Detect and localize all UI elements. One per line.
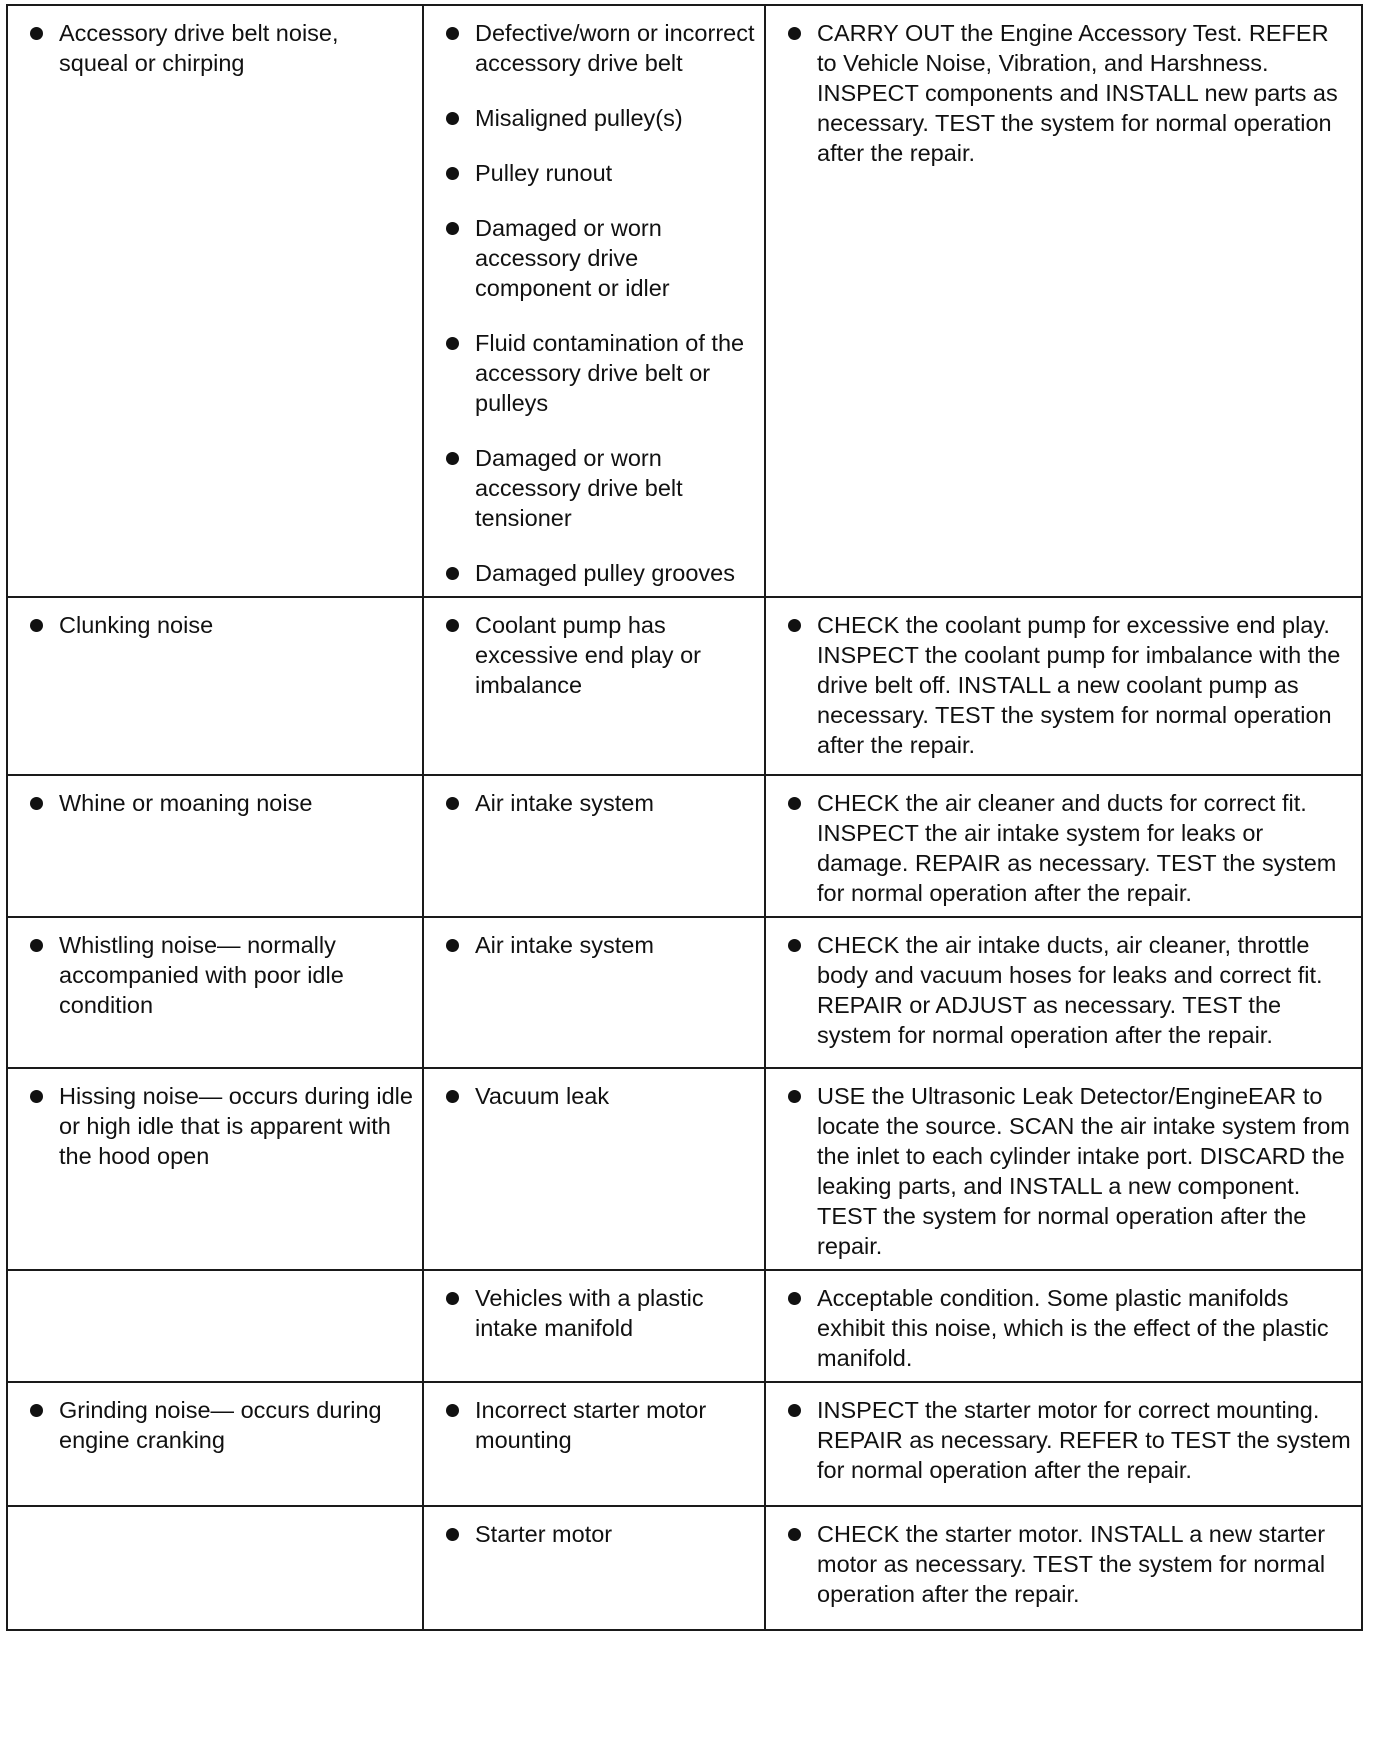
bullet-icon (30, 27, 43, 40)
possible-source-cell (423, 5, 765, 597)
condition-item-text: Hissing noise— occurs during idle or high idle that is apparent with the hood open (59, 1083, 413, 1169)
action-item (766, 1395, 1353, 1485)
bullet-icon (30, 619, 43, 632)
possible-source-item-text: Air intake system (475, 790, 654, 816)
condition-item (8, 1081, 414, 1171)
possible-source-item (424, 1395, 756, 1455)
bullet-icon (788, 1292, 801, 1305)
possible-source-cell-list (424, 1383, 764, 1463)
action-cell-list (766, 6, 1361, 176)
possible-source-item-text: Misaligned pulley(s) (475, 105, 683, 131)
action-cell (765, 1506, 1362, 1630)
action-cell-list (766, 1069, 1361, 1269)
possible-source-item (424, 558, 756, 588)
possible-source-item (424, 158, 756, 188)
bullet-icon (30, 1404, 43, 1417)
bullet-icon (446, 452, 459, 465)
action-item (766, 1283, 1353, 1373)
possible-source-cell-list (424, 598, 764, 708)
action-item-text: CHECK the air intake ducts, air cleaner, throttle body and vacuum hoses for leaks and correct fit. REPAIR or ADJUST as necessary. TEST the system for normal operation after the repair. (817, 932, 1323, 1048)
possible-source-cell (423, 1506, 765, 1630)
bullet-icon (30, 939, 43, 952)
condition-cell-list (8, 598, 422, 648)
possible-source-item-text: Defective/worn or incorrect accessory drive belt (475, 20, 755, 76)
condition-item (8, 610, 414, 640)
table-row (7, 5, 1362, 597)
possible-source-item (424, 1519, 756, 1549)
action-cell-list (766, 776, 1361, 916)
possible-source-cell (423, 1382, 765, 1506)
action-cell (765, 597, 1362, 775)
possible-source-cell-list (424, 1271, 764, 1351)
action-item-text: INSPECT the starter motor for correct mounting. REPAIR as necessary. REFER to TEST the system for normal operation after the repair. (817, 1397, 1351, 1483)
action-item (766, 788, 1353, 908)
possible-source-item-text: Fluid contamination of the accessory drive belt or pulleys (475, 330, 745, 416)
bullet-icon (446, 619, 459, 632)
bullet-icon (446, 1404, 459, 1417)
possible-source-item (424, 1283, 756, 1343)
possible-source-item (424, 1081, 756, 1111)
bullet-icon (788, 1528, 801, 1541)
condition-cell (7, 1382, 423, 1506)
action-item (766, 930, 1353, 1050)
possible-source-cell (423, 917, 765, 1068)
condition-item-text: Clunking noise (59, 612, 214, 638)
condition-item-text: Whistling noise— normally accompanied with poor idle condition (59, 932, 344, 1018)
table-row (7, 1068, 1362, 1270)
condition-cell (7, 775, 423, 917)
condition-cell-list (8, 918, 422, 1028)
table-row (7, 1270, 1362, 1382)
condition-cell (7, 917, 423, 1068)
action-cell (765, 1382, 1362, 1506)
bullet-icon (788, 619, 801, 632)
possible-source-item-text: Vehicles with a plastic intake manifold (475, 1285, 704, 1341)
action-item-text: CARRY OUT the Engine Accessory Test. REFER to Vehicle Noise, Vibration, and Harshness. INSPECT components and INSTALL new parts as necessary. TEST the system for normal operation after the repair. (817, 20, 1338, 166)
bullet-icon (446, 1528, 459, 1541)
bullet-icon (788, 939, 801, 952)
condition-item-text: Accessory drive belt noise, squeal or chirping (59, 20, 339, 76)
possible-source-item-text: Coolant pump has excessive end play or imbalance (475, 612, 701, 698)
action-cell-list (766, 1507, 1361, 1617)
possible-source-item (424, 788, 756, 818)
possible-source-item (424, 443, 756, 533)
action-cell-list (766, 598, 1361, 768)
condition-cell (7, 1506, 423, 1630)
action-item-text: Acceptable condition. Some plastic manifolds exhibit this noise, which is the effect of the plastic manifold. (817, 1285, 1329, 1371)
possible-source-item (424, 328, 756, 418)
action-item (766, 1519, 1353, 1609)
action-cell (765, 1270, 1362, 1382)
action-item (766, 610, 1353, 760)
bullet-icon (446, 112, 459, 125)
bullet-icon (788, 797, 801, 810)
action-cell (765, 1068, 1362, 1270)
action-cell (765, 5, 1362, 597)
possible-source-item (424, 213, 756, 303)
bullet-icon (446, 1090, 459, 1103)
action-cell (765, 917, 1362, 1068)
bullet-icon (446, 797, 459, 810)
table-row (7, 917, 1362, 1068)
possible-source-item-text: Pulley runout (475, 160, 613, 186)
possible-source-item-text: Damaged pulley grooves (475, 560, 735, 586)
possible-source-cell (423, 775, 765, 917)
bullet-icon (788, 1090, 801, 1103)
condition-item (8, 18, 414, 78)
action-cell-list (766, 918, 1361, 1058)
action-item-text: CHECK the coolant pump for excessive end play. INSPECT the coolant pump for imbalance with the drive belt off. INSTALL a new coolant pump as necessary. TEST the system for normal operation after the repair. (817, 612, 1341, 758)
condition-item (8, 788, 414, 818)
action-item-text: CHECK the air cleaner and ducts for correct fit. INSPECT the air intake system for leaks or damage. REPAIR as necessary. TEST the system for normal operation after the repair. (817, 790, 1337, 906)
possible-source-item-text: Starter motor (475, 1521, 613, 1547)
action-cell-list (766, 1271, 1361, 1381)
possible-source-item (424, 18, 756, 78)
bullet-icon (30, 1090, 43, 1103)
possible-source-item (424, 103, 756, 133)
possible-source-item-text: Damaged or worn accessory drive belt tensioner (475, 445, 683, 531)
action-item (766, 18, 1353, 168)
diagnosis-table-body (7, 5, 1362, 1630)
possible-source-item-text: Incorrect starter motor mounting (475, 1397, 707, 1453)
possible-source-item-text: Vacuum leak (475, 1083, 610, 1109)
possible-source-cell (423, 597, 765, 775)
condition-item-text: Grinding noise— occurs during engine cranking (59, 1397, 382, 1453)
table-row (7, 1382, 1362, 1506)
condition-item (8, 930, 414, 1020)
table-row (7, 1506, 1362, 1630)
bullet-icon (446, 939, 459, 952)
condition-cell-list (8, 6, 422, 86)
condition-cell (7, 5, 423, 597)
table-row (7, 775, 1362, 917)
possible-source-item (424, 930, 756, 960)
action-cell (765, 775, 1362, 917)
possible-source-cell (423, 1270, 765, 1382)
possible-source-cell-list (424, 1507, 764, 1557)
bullet-icon (30, 797, 43, 810)
possible-source-item (424, 610, 756, 700)
possible-source-cell-list (424, 6, 764, 596)
condition-cell (7, 1068, 423, 1270)
bullet-icon (788, 1404, 801, 1417)
bullet-icon (446, 167, 459, 180)
condition-cell (7, 597, 423, 775)
possible-source-cell (423, 1068, 765, 1270)
diagnosis-table (6, 4, 1363, 1631)
condition-item (8, 1395, 414, 1455)
condition-cell-list (8, 776, 422, 826)
possible-source-item-text: Damaged or worn accessory drive component or idler (475, 215, 670, 301)
bullet-icon (446, 337, 459, 350)
possible-source-cell-list (424, 918, 764, 968)
table-row (7, 597, 1362, 775)
possible-source-cell-list (424, 776, 764, 826)
condition-cell (7, 1270, 423, 1382)
condition-cell-list (8, 1069, 422, 1179)
action-item-text: CHECK the starter motor. INSTALL a new starter motor as necessary. TEST the system for normal operation after the repair. (817, 1521, 1326, 1607)
bullet-icon (788, 27, 801, 40)
possible-source-item-text: Air intake system (475, 932, 654, 958)
bullet-icon (446, 27, 459, 40)
action-item (766, 1081, 1353, 1261)
action-cell-list (766, 1383, 1361, 1493)
bullet-icon (446, 567, 459, 580)
condition-item-text: Whine or moaning noise (59, 790, 313, 816)
possible-source-cell-list (424, 1069, 764, 1119)
condition-cell-list (8, 1383, 422, 1463)
action-item-text: USE the Ultrasonic Leak Detector/EngineEAR to locate the source. SCAN the air intake system from the inlet to each cylinder intake port. DISCARD the leaking parts, and INSTALL a new component. TEST the system for normal operation after the repair. (817, 1083, 1350, 1259)
bullet-icon (446, 222, 459, 235)
bullet-icon (446, 1292, 459, 1305)
